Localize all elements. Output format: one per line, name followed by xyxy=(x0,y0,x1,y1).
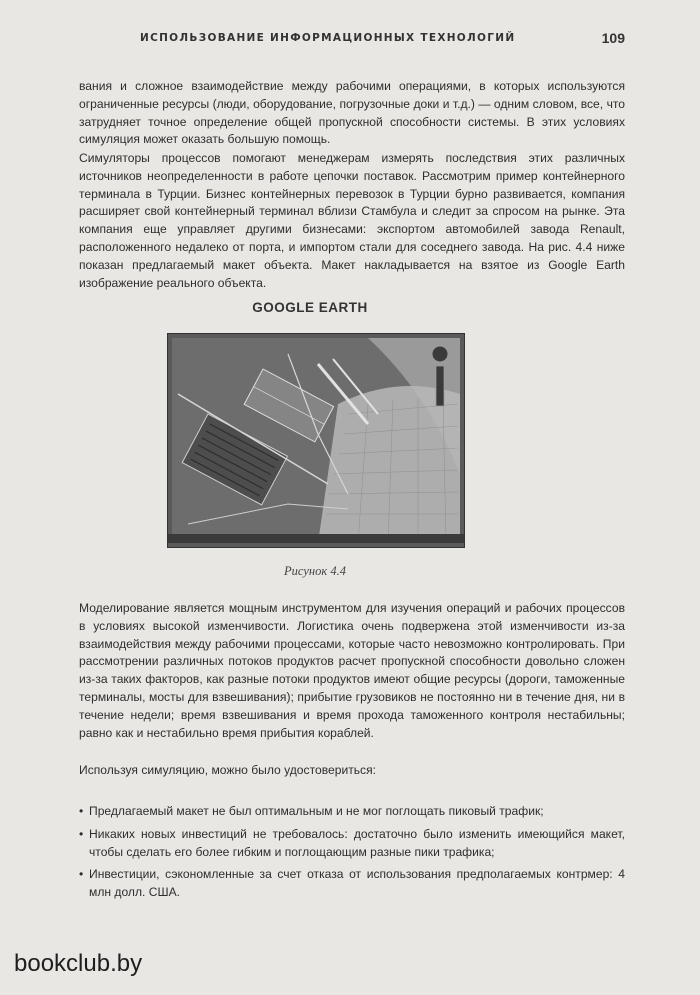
running-title: ИСПОЛЬЗОВАНИЕ ИНФОРМАЦИОННЫХ ТЕХНОЛОГИЙ xyxy=(140,32,516,44)
running-header xyxy=(140,30,625,52)
paragraph-using-simulation: Используя симуляцию, можно было удостовериться: xyxy=(79,763,376,777)
figure-caption: Рисунок 4.4 xyxy=(284,564,346,578)
paragraph-modeling: Моделирование является мощным инструментом для изучения операций и рабочих процессов в условиях высокой изменчивости. Логистика очень подвержена этой изменчивости из-за взаимодействия между рабочими процессами, которые часто невозможно контролировать. При рассмотрении различных потоков продуктов расчет пропускной способности довольно сложен из-за таких факторов, как разные потоки продуктов имеют общие ресурсы (дороги, таможенные терминалы, мосты для взвешивания); прибытие грузовиков не постоянно ни в течение дня, ни в течение недели; время взвешивания и время прохода таможенного контроля нестабильны; равно как и нестабильно время прибытия кораблей. xyxy=(79,601,625,740)
bullet-marker: • xyxy=(79,826,84,841)
paragraph-continuation: вания и сложное взаимодействие между рабочими операциями, в которых используются ограниченные ресурсы (люди, оборудование, погрузочные доки и т.д.) — одним словом, все, что затрудняет точное определение общей пропускной способности системы. В этих условиях симуляция может оказать большую помощь. xyxy=(79,79,625,147)
list-item xyxy=(79,866,625,902)
page-number: 109 xyxy=(601,30,625,46)
list-item xyxy=(79,826,625,862)
bullet-marker: • xyxy=(79,867,84,882)
watermark: bookclub.by xyxy=(14,950,143,977)
bullet-marker: • xyxy=(79,804,84,818)
list-item-text: Предлагаемый макет не был оптимальным и не мог поглощать пиковый трафик; xyxy=(89,804,544,818)
list-item xyxy=(79,803,625,821)
figure-title: GOOGLE EARTH xyxy=(252,300,368,315)
results-list xyxy=(79,803,625,907)
list-item-text: Никаких новых инвестиций не требовалось: достаточно было изменить имеющийся макет, чтобы сделать его более гибким и поглощающим разные пики трафика; xyxy=(89,826,625,859)
list-item-text: Инвестиции, сэкономленные за счет отказа от использования предполагаемых контрмер: 4 млн долл. США. xyxy=(89,867,625,900)
satellite-image xyxy=(167,333,465,548)
paragraph-simulators: Симуляторы процессов помогают менеджерам измерять последствия этих различных источников неопределенности в работе цепочки поставок. Рассмотрим пример контейнерного терминала в Турции. Бизнес контейнерных перевозок в Турции бурно развивается, компания расширяет свой контейнерный терминал вблизи Стамбула и следит за спросом на рынке. Эта компания еще управляет другими бизнесами: экспортом автомобилей завода Renault, расположенного недалеко от порта, и импортом стали для соседнего завода. На рис. 4.4 ниже показан предлагаемый макет объекта. Макет накладывается на взятое из Google Earth изображение реального объекта. xyxy=(79,151,625,290)
